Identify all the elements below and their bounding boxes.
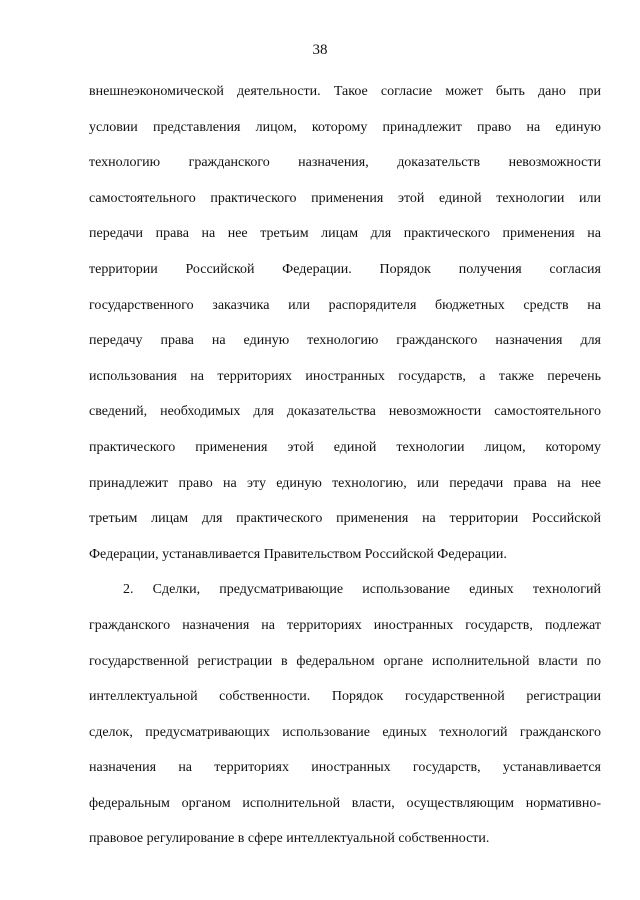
text-line: принадлежит право на эту единую технологию, или передачи права на нее xyxy=(89,475,601,491)
paragraph-start-line: 2. Сделки, предусматривающие использование единых технологий xyxy=(123,582,601,598)
text-line: гражданского назначения на территориях иностранных государств, подлежат xyxy=(89,617,601,633)
text-line: использования на территориях иностранных государств, а также перечень xyxy=(89,368,601,384)
text-line: самостоятельного практического применения этой единой технологии или xyxy=(89,190,601,206)
text-line: сделок, предусматривающих использование единых технологий гражданского xyxy=(89,724,601,740)
text-line: практического применения этой единой технологии лицом, которому xyxy=(89,439,601,455)
document-body xyxy=(89,74,601,857)
text-line: территории Российской Федерации. Порядок получения согласия xyxy=(89,261,601,277)
text-line: передачи права на нее третьим лицам для практического применения на xyxy=(89,226,601,242)
text-line: федеральным органом исполнительной власти, осуществляющим нормативно- xyxy=(89,795,601,811)
text-line: назначения на территориях иностранных государств, устанавливается xyxy=(89,760,601,776)
text-line: правовое регулирование в сфере интеллектуальной собственности. xyxy=(89,831,490,847)
text-line: государственного заказчика или распорядителя бюджетных средств на xyxy=(89,297,601,313)
text-line: государственной регистрации в федеральном органе исполнительной власти по xyxy=(89,653,601,669)
text-line: технологию гражданского назначения, доказательств невозможности xyxy=(89,155,601,171)
text-line: третьим лицам для практического применения на территории Российской xyxy=(89,511,601,527)
text-line: сведений, необходимых для доказательства невозможности самостоятельного xyxy=(89,404,601,420)
text-line: интеллектуальной собственности. Порядок государственной регистрации xyxy=(89,689,601,705)
text-line: условии представления лицом, которому принадлежит право на единую xyxy=(89,119,601,135)
page-number: 38 xyxy=(312,42,328,58)
text-line: Федерации, устанавливается Правительством Российской Федерации. xyxy=(89,546,507,562)
text-line: внешнеэкономической деятельности. Такое согласие может быть дано при xyxy=(89,84,601,99)
text-line: передачу права на единую технологию гражданского назначения для xyxy=(89,333,601,349)
